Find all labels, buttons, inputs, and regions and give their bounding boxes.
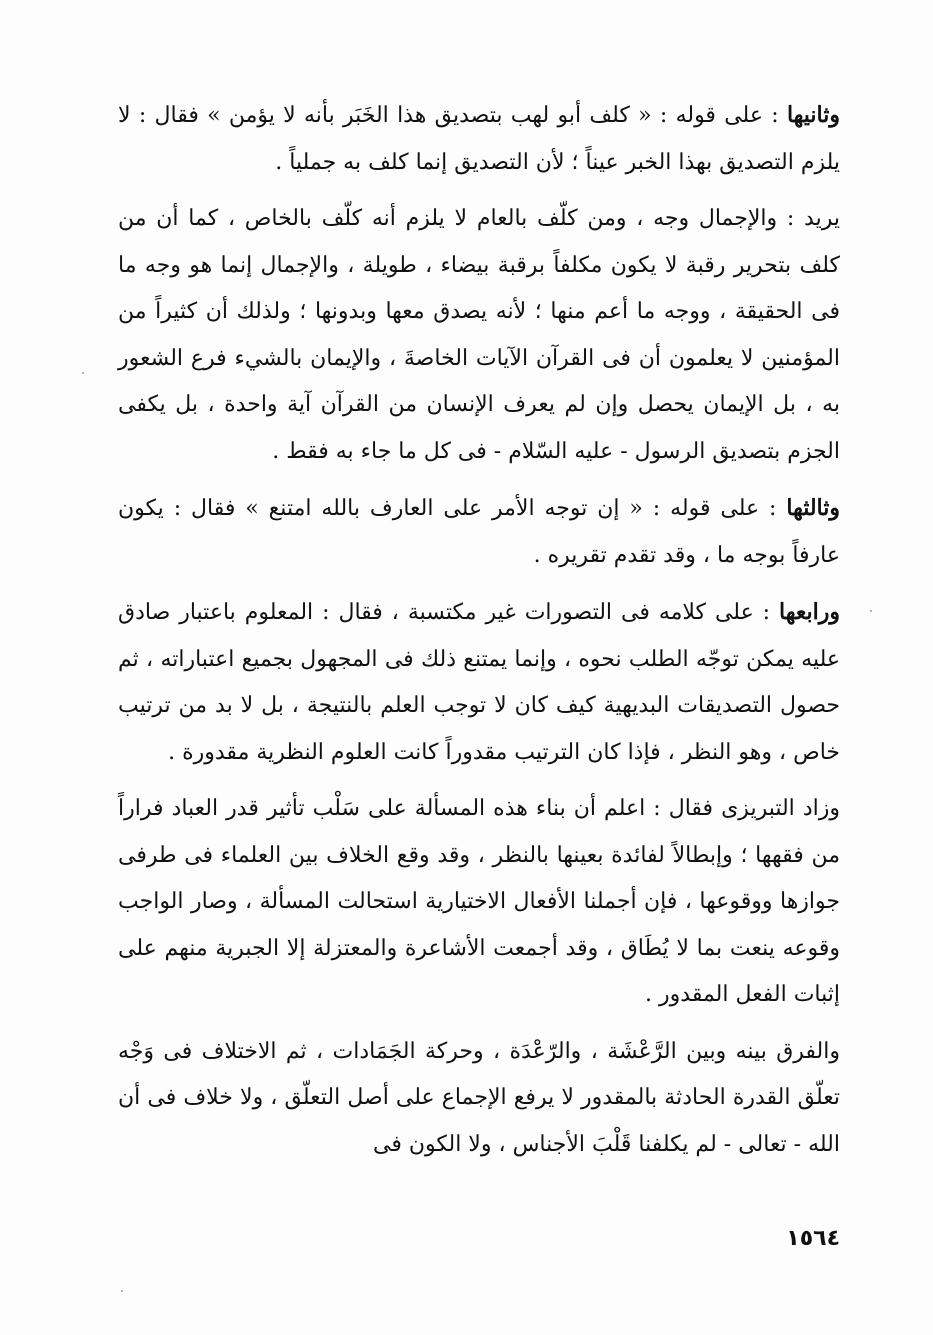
paragraph-lead: ورابعها (779, 599, 840, 625)
paragraph-al-farq (118, 1029, 840, 1169)
paragraph-yurid (118, 196, 840, 475)
paragraph-lead: وثانيها (786, 102, 840, 128)
paragraph-text: : على قوله : « إن توجه الأمر على العارف بالله امتنع » فقال : يكون عارفاً بوجه ما ، وقد تقدم تقريره . (118, 496, 840, 568)
paragraph-text: والفرق بينه وبين الرَّعْشَة ، والرّعْدَة ، وحركة الجَمَادات ، ثم الاختلاف فى وَجْه تعلّق القدرة الحادثة بالمقدور لا يرفع الإجماع على أصل التعلّق ، ولا خلاف فى أن الله - تعالى - لم يكلفنا قَلْبَ الأجناس ، ولا الكون فى (118, 1038, 840, 1157)
scan-speck (82, 372, 84, 374)
scan-speck (121, 1290, 123, 1292)
paragraph-2-thaniha (118, 92, 840, 186)
page-number: ١٥٦٤ (786, 1226, 840, 1251)
paragraph-3-thalithuha (118, 485, 840, 579)
scan-speck (870, 610, 872, 612)
paragraph-text: : على قوله : « كلف أبو لهب بتصديق هذا الخَبَر بأنه لا يؤمن » فقال : لا يلزم التصديق بهذا الخبر عيناً ؛ لأن التصديق إنما كلف به جملياً . (118, 103, 840, 175)
paragraph-text: يريد : والإجمال وجه ، ومن كلّف بالعام لا يلزم أنه كلّف بالخاص ، كما أن من كلف بتحرير رقبة لا يكون مكلفاً برقبة بيضاء ، طويلة ، والإجمال إنما هو وجه ما فى الحقيقة ، ووجه ما أعم منها ؛ لأنه يصدق معها وبدونها ؛ ولذلك أن كثيراً من المؤمنين لا يعلمون أن فى القرآن الآيات الخاصةَ ، والإيمان بالشيء فرع الشعور به ، بل الإيمان يحصل وإن لم يعرف الإنسان من القرآن آية واحدة ، بل يكفى الجزم بتصديق الرسول - عليه السّلام - فى كل ما جاء به فقط . (118, 206, 840, 464)
paragraph-tabrizi (118, 786, 840, 1019)
paragraph-text: : على كلامه فى التصورات غير مكتسبة ، فقال : المعلوم باعتبار صادق عليه يمكن توجّه الطلب نحوه ، وإنما يمتنع ذلك فى المجهول بجميع اعتباراته ، ثم حصول التصديقات البديهية كيف كان لا توجب العلم بالنتيجة ، بل لا بد من ترتيب خاص ، وهو النظر ، فإذا كان الترتيب مقدوراً كانت العلوم النظرية مقدورة . (118, 600, 840, 765)
body-text (118, 92, 840, 1168)
paragraph-4-rabiuha (118, 589, 840, 776)
paragraph-lead: وثالثها (786, 495, 840, 521)
paragraph-text: وزاد التبريزى فقال : اعلم أن بناء هذه المسألة على سَلْب تأثير قدر العباد فراراً من فقهها ؛ وإبطالاً لفائدة بعينها بالنظر ، وقد وقع الخلاف بين العلماء فى طرفى جوازها ووقوعها ، فإن أجملنا الأفعال الاختيارية استحالت المسألة ، وصار الواجب وقوعه ينعت بما لا يُطَاق ، وقد أجمعت الأشاعرة والمعتزلة إلا الجبرية منهم على إثبات الفعل المقدور . (118, 796, 840, 1007)
